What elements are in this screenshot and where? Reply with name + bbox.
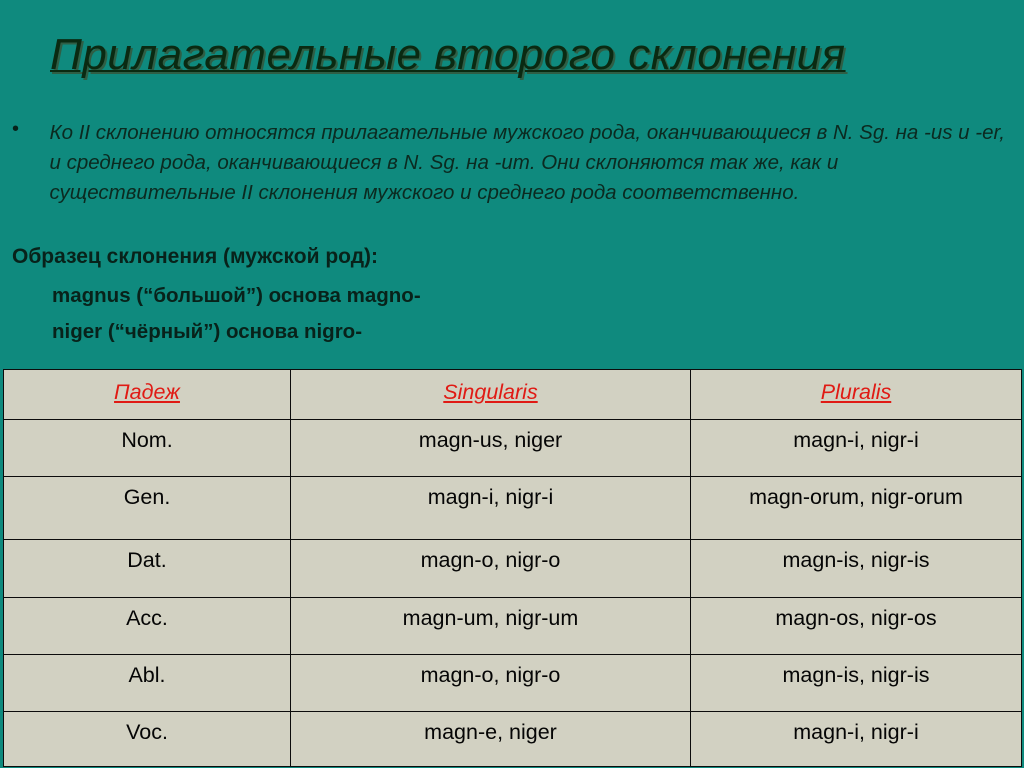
plural-cell: magn-is, nigr-is <box>691 655 1022 712</box>
example-heading: Образец склонения (мужской род): <box>12 245 379 268</box>
case-cell: Voc. <box>4 712 291 767</box>
slide-title: Прилагательные второго склонения <box>50 30 846 79</box>
singular-cell: magn-e, niger <box>291 712 691 767</box>
singular-cell: magn-o, nigr-o <box>291 655 691 712</box>
table-row <box>4 598 1022 655</box>
header-singularis: Singularis <box>291 370 691 420</box>
header-case: Падеж <box>4 370 291 420</box>
case-cell: Dat. <box>4 540 291 598</box>
example-magnus: magnus (“большой”) основа magno- <box>52 284 421 307</box>
declension-table <box>3 369 1022 767</box>
plural-cell: magn-i, nigr-i <box>691 420 1022 477</box>
singular-cell: magn-o, nigr-o <box>291 540 691 598</box>
table-row <box>4 540 1022 598</box>
example-niger: niger (“чёрный”) основа nigro- <box>52 320 363 343</box>
plural-cell: magn-i, nigr-i <box>691 712 1022 767</box>
case-cell: Abl. <box>4 655 291 712</box>
table-row <box>4 712 1022 767</box>
table-row <box>4 477 1022 540</box>
singular-cell: magn-i, nigr-i <box>291 477 691 540</box>
table-row <box>4 420 1022 477</box>
case-cell: Gen. <box>4 477 291 540</box>
header-pluralis: Pluralis <box>691 370 1022 420</box>
plural-cell: magn-os, nigr-os <box>691 598 1022 655</box>
table-row <box>4 655 1022 712</box>
singular-cell: magn-us, niger <box>291 420 691 477</box>
bullet-paragraph <box>12 118 1012 208</box>
bullet-text: Ко II склонению относятся прилагательные мужского рода, оканчивающиеся в N. Sg. на -us и -er, и среднего рода, оканчивающиеся в N. Sg. на -um. Они склоняются так же, как и существительные II склонения мужского и среднего рода соответственно. <box>49 121 1005 204</box>
plural-cell: magn-orum, nigr-orum <box>691 477 1022 540</box>
table-header-row <box>4 370 1022 420</box>
singular-cell: magn-um, nigr-um <box>291 598 691 655</box>
case-cell: Acc. <box>4 598 291 655</box>
bullet-marker: • <box>12 118 20 140</box>
plural-cell: magn-is, nigr-is <box>691 540 1022 598</box>
case-cell: Nom. <box>4 420 291 477</box>
